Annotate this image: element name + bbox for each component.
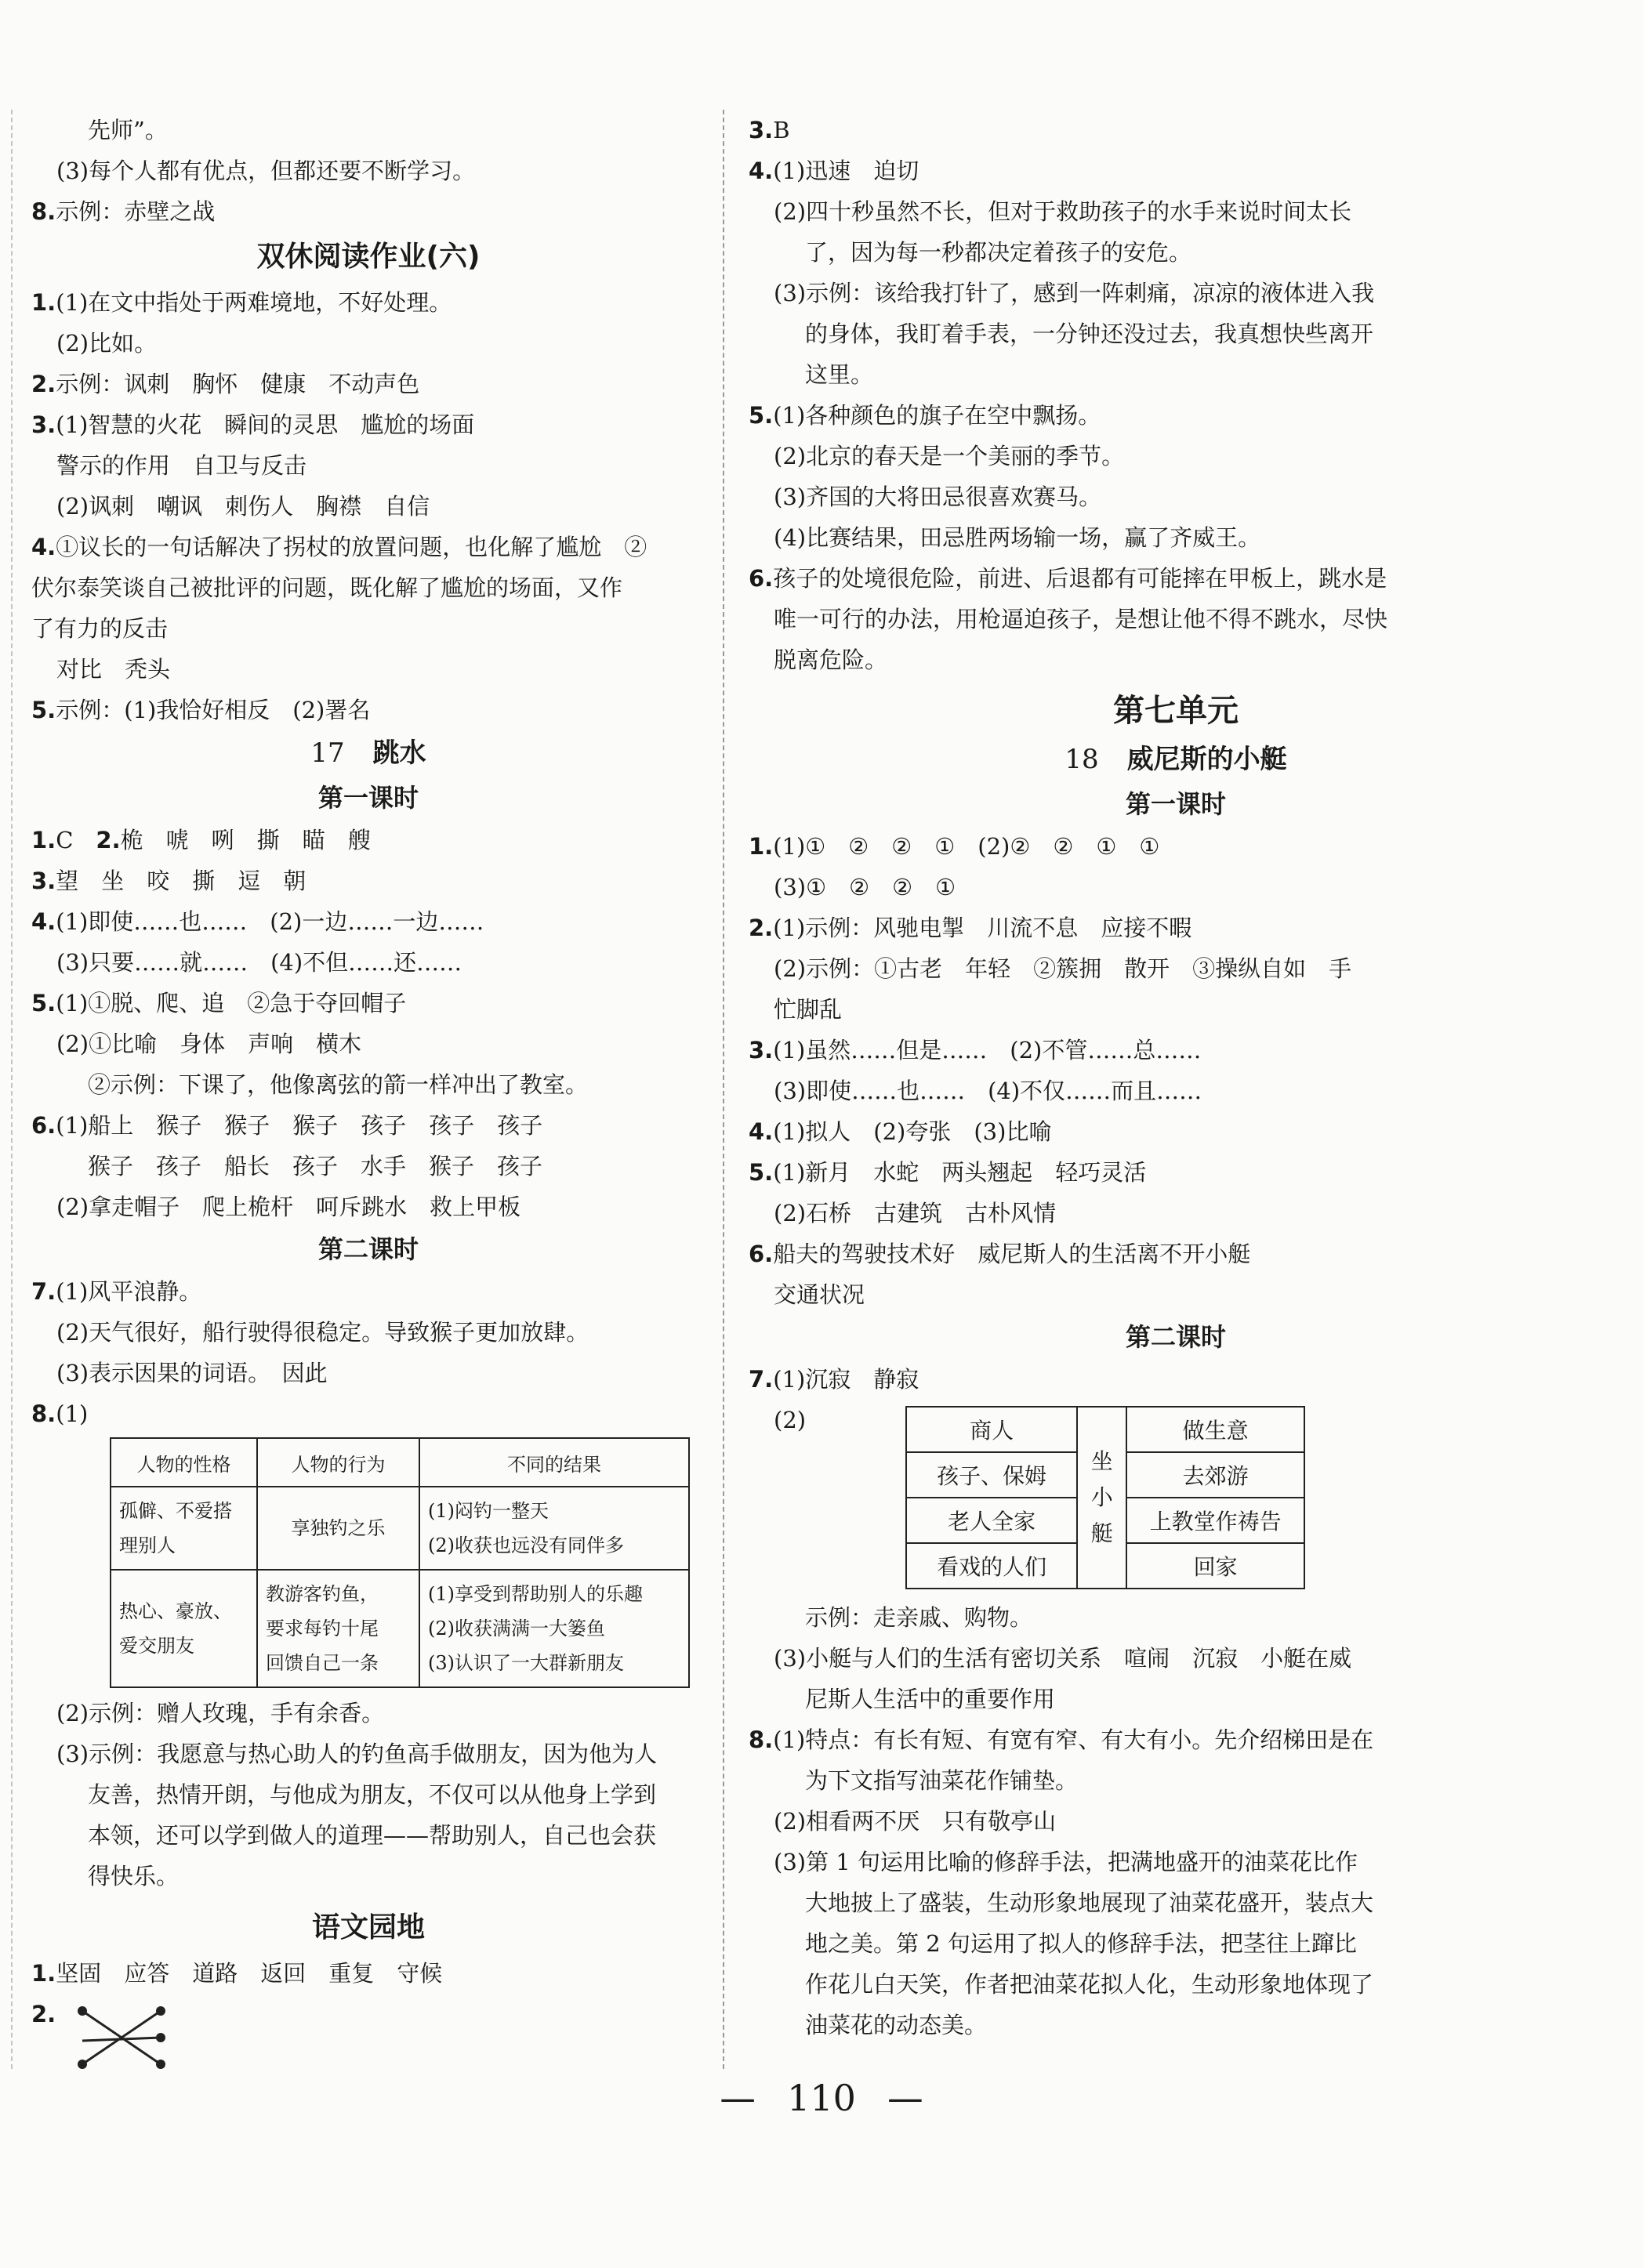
period-title: 第一课时 (1125, 789, 1226, 819)
text-line: (4)比赛结果，田忌胜两场输一场，赢了齐威王。 (774, 524, 1261, 551)
matching-exercise (31, 1994, 705, 2088)
item-number: 2. (31, 371, 56, 397)
item-number: 2. (31, 2001, 56, 2027)
left-column (31, 110, 705, 2088)
answer-5 (749, 1152, 1603, 1193)
answer-text: (1)风平浪静。 (56, 1278, 202, 1305)
text-line: 为下文指写油菜花作铺垫。 (805, 1767, 1079, 1794)
answer-text: 桅 唬 咧 撕 瞄 艘 (120, 827, 371, 853)
answer-text: (1)示例：风驰电掣 川流不息 应接不暇 (773, 915, 1192, 941)
text-line: 了有力的反击 (31, 615, 169, 642)
answer-6 (31, 1105, 705, 1146)
text-line: 作花儿白天笑，作者把油菜花拟人化，生动形象地体现了 (805, 1971, 1374, 1998)
item-number: 7. (31, 1278, 56, 1305)
page-number (0, 2077, 1643, 2119)
margin-guide (11, 110, 13, 2069)
cell-line: 爱交朋友 (119, 1635, 194, 1657)
answer-text: B (773, 117, 790, 143)
cell-line: 孤僻、不爱搭 (119, 1500, 232, 1522)
answer-text: 望 坐 咬 撕 逗 朝 (56, 868, 306, 894)
cell-line: (2)收获满满一大篓鱼 (428, 1618, 605, 1639)
text-line: (2)示例：①古老 年轻 ②簇拥 散开 ③操纵自如 手 (774, 955, 1352, 982)
cell-line: 要求每钓十尾 (266, 1618, 379, 1639)
item-number: 6. (31, 1112, 56, 1139)
answer-4 (31, 527, 705, 567)
cell-line: (1)闷钓一整天 (428, 1500, 549, 1522)
answer-3 (31, 404, 705, 445)
right-column (749, 110, 1603, 2045)
table-cell (257, 1570, 419, 1687)
item-number: 5. (31, 990, 56, 1016)
match-line (82, 2038, 161, 2041)
matching-lines-figure (67, 2002, 176, 2080)
cell-line: 理别人 (119, 1534, 176, 1556)
table-cell: 回家 (1126, 1543, 1304, 1589)
answer-text: (1) (56, 1400, 89, 1427)
answer-text: 坚固 应答 道路 返回 重复 守候 (56, 1960, 443, 1987)
table-cell (257, 1487, 419, 1570)
text-line: 脱离危险。 (774, 647, 888, 673)
period-title: 第一课时 (317, 783, 419, 813)
page-number-value: 110 (787, 2077, 856, 2119)
answer-text: (1)① ② ② ① (2)② ② ① ① (773, 833, 1160, 860)
answer-8 (31, 1393, 705, 1434)
table-cell (419, 1487, 689, 1570)
item-number: 1. (31, 1960, 56, 1987)
answer-text: (1)在文中指处于两难境地，不好处理。 (56, 289, 452, 316)
cell-line: 热心、豪放、 (119, 1600, 232, 1622)
item-number: 5. (749, 402, 774, 429)
answer-text: (1)①脱、爬、追 ②急于夺回帽子 (56, 990, 407, 1016)
table-cell: 上教堂作祷告 (1126, 1498, 1304, 1543)
answer-4 (749, 150, 1603, 191)
table-cell: 老人全家 (906, 1498, 1077, 1543)
item-number: 6. (749, 1241, 774, 1267)
text-line: 伏尔泰笑谈自己被批评的问题，既化解了尴尬的场面，又作 (31, 574, 623, 601)
answer-text: (1)即使……也…… (2)一边……一边…… (56, 908, 484, 935)
item-number: 8. (31, 1400, 56, 1427)
character-table (110, 1437, 690, 1688)
answer-3 (749, 110, 1603, 150)
text-line: (2)北京的春天是一个美丽的季节。 (774, 443, 1125, 469)
answer-1 (749, 826, 1603, 867)
unit-title: 第七单元 (1113, 693, 1239, 729)
text-line: 本领，还可以学到做人的道理——帮助别人，自己也会获 (88, 1822, 657, 1849)
text-line: (3)示例：我愿意与热心助人的钓鱼高手做朋友，因为他为人 (56, 1741, 658, 1767)
answer-7 (31, 1271, 705, 1312)
section-title: 双休阅读作业(六) (256, 241, 481, 273)
match-dot (156, 2033, 165, 2042)
answer-text: (1)特点：有长有短、有宽有窄、有大有小。先介绍梯田是在 (773, 1726, 1374, 1753)
cell-line: 回馈自己一条 (266, 1652, 379, 1674)
table-row (111, 1570, 689, 1687)
text-line: (2)讽刺 嘲讽 刺伤人 胸襟 自信 (56, 493, 430, 520)
item-number: 5. (31, 697, 56, 723)
answer-7 (749, 1359, 1603, 1400)
item-number: 2. (749, 915, 774, 941)
answer-text: C (56, 827, 96, 853)
text-line: 尼斯人生活中的重要作用 (805, 1686, 1056, 1712)
answer-text: (1)虽然……但是…… (2)不管……总…… (773, 1037, 1202, 1063)
cell-line: 教游客钓鱼， (266, 1583, 379, 1605)
text-line: (3)小艇与人们的生活有密切关系 喧闹 沉寂 小艇在威 (774, 1645, 1352, 1672)
text-line: 示例：走亲戚、购物。 (805, 1604, 1033, 1631)
item-number: 1. (31, 827, 56, 853)
text-line: ②示例：下课了，他像离弦的箭一样冲出了教室。 (88, 1071, 589, 1098)
table-cell (111, 1487, 257, 1570)
text-line: 大地披上了盛装，生动形象地展现了油菜花盛开，装点大 (805, 1889, 1374, 1916)
text-line: (2)比如。 (56, 330, 158, 357)
lesson-name: 跳水 (372, 737, 426, 769)
text-line: 猴子 孩子 船长 孩子 水手 猴子 孩子 (88, 1153, 543, 1179)
text-line: (3)即使……也…… (4)不仅……而且…… (774, 1078, 1202, 1104)
text-line: 了，因为每一秒都决定着孩子的安危。 (805, 239, 1192, 266)
match-dot (78, 2060, 87, 2069)
text-line: 唯一可行的办法，用枪逼迫孩子，是想让他不得不跳水，尽快 (774, 606, 1388, 632)
cell-line: 坐 (1090, 1448, 1113, 1474)
column-divider (723, 110, 724, 2069)
item-number: 7. (749, 1366, 774, 1393)
answer-1 (31, 1953, 705, 1994)
table-row (906, 1407, 1304, 1452)
text-line: 警示的作用 自卫与反击 (56, 452, 307, 479)
answer-1-2 (31, 820, 705, 860)
table-header: 人物的性格 (111, 1438, 257, 1487)
text-line: 油菜花的动态美。 (805, 2012, 988, 2038)
table-cell: 看戏的人们 (906, 1543, 1077, 1589)
table-cell: 商人 (906, 1407, 1077, 1452)
item-number: 4. (749, 158, 774, 184)
text-line: (2)拿走帽子 爬上桅杆 呵斥跳水 救上甲板 (56, 1194, 521, 1220)
text-line: 地之美。第 2 句运用了拟人的修辞手法，把茎往上蹿比 (805, 1930, 1357, 1957)
text-line: (2)四十秒虽然不长，但对于救助孩子的水手来说时间太长 (774, 198, 1352, 225)
table-header-row (111, 1438, 689, 1487)
table-cell: 去郊游 (1126, 1452, 1304, 1498)
section-title: 语文园地 (311, 1911, 425, 1944)
text-line: (3)齐国的大将田忌很喜欢赛马。 (774, 484, 1102, 510)
table-header: 不同的结果 (419, 1438, 689, 1487)
answer-text: ①议长的一句话解决了拐杖的放置问题，也化解了尴尬 ② (56, 534, 647, 560)
page-number-dash: — (887, 2077, 923, 2119)
text-line: 的身体，我盯着手表，一分钟还没过去，我真想快些离开 (805, 321, 1374, 347)
text-line: (2)天气很好，船行驶得很稳定。导致猴子更加放肆。 (56, 1319, 589, 1346)
item-number: 8. (749, 1726, 774, 1753)
item-number: 1. (749, 833, 774, 860)
lesson-name: 威尼斯的小艇 (1126, 744, 1287, 775)
answer-1 (31, 282, 705, 323)
match-dot (156, 2060, 165, 2069)
answer-3 (31, 860, 705, 901)
answer-3 (749, 1030, 1603, 1071)
item-number: 4. (31, 534, 56, 560)
answer-5 (749, 395, 1603, 436)
answer-text: 示例：讽刺 胸怀 健康 不动声色 (56, 371, 420, 397)
text-line: 对比 秃头 (56, 656, 171, 683)
item-number: 4. (749, 1118, 774, 1145)
item-number: 3. (31, 868, 56, 894)
lesson-title (749, 737, 1603, 782)
answer-text: (1)新月 水蛇 两头翘起 轻巧灵活 (773, 1159, 1147, 1186)
table-cell (419, 1570, 689, 1687)
text-line: (3)表示因果的词语。 因此 (56, 1360, 328, 1386)
answer-8 (749, 1719, 1603, 1760)
answer-text: (1)迅速 迫切 (773, 158, 919, 184)
text-line: (2)相看两不厌 只有敬亭山 (774, 1808, 1057, 1835)
item-number: 5. (749, 1159, 774, 1186)
text-line: (3)只要……就…… (4)不但……还…… (56, 949, 462, 976)
table-row (111, 1487, 689, 1570)
table-merged-cell (1077, 1407, 1126, 1589)
answer-text: (1)智慧的火花 瞬间的灵思 尴尬的场面 (56, 411, 475, 438)
item-number: 3. (749, 117, 774, 143)
text-line: 交通状况 (774, 1281, 865, 1308)
answer-text: 示例：赤壁之战 (56, 198, 216, 225)
answer-text: (1)船上 猴子 猴子 猴子 孩子 孩子 孩子 (56, 1112, 543, 1139)
text-line: 忙脚乱 (774, 996, 843, 1023)
cell-line: 艇 (1090, 1520, 1113, 1546)
lesson-title (31, 730, 705, 776)
item-number: 1. (31, 289, 56, 316)
table-cell: 孩子、保姆 (906, 1452, 1077, 1498)
boat-usage-table (905, 1406, 1305, 1589)
item-number: 2. (96, 827, 121, 853)
item-number: 6. (749, 565, 774, 592)
cell-line: 享独钓之乐 (291, 1517, 386, 1539)
text-line: 这里。 (805, 361, 874, 388)
text-line: (3)第 1 句运用比喻的修辞手法，把满地盛开的油菜花比作 (774, 1849, 1358, 1875)
answer-8 (31, 191, 705, 232)
text-line: (2)①比喻 身体 声响 横木 (56, 1031, 362, 1057)
text-line: 先师”。 (88, 117, 168, 143)
answer-5 (31, 983, 705, 1023)
item-number: 3. (749, 1037, 774, 1063)
text-line: (2) (774, 1407, 807, 1433)
cell-line: (1)享受到帮助别人的乐趣 (428, 1583, 643, 1605)
answer-6 (749, 1234, 1603, 1274)
text-line: (3)示例：该给我打针了，感到一阵刺痛，凉凉的液体进入我 (774, 280, 1375, 306)
text-line: 友善，热情开朗，与他成为朋友，不仅可以从他身上学到 (88, 1781, 657, 1808)
period-title: 第二课时 (1125, 1322, 1226, 1352)
answer-text: (1)拟人 (2)夸张 (3)比喻 (773, 1118, 1052, 1145)
text-line: 得快乐。 (88, 1863, 180, 1889)
cell-line: 小 (1090, 1484, 1113, 1510)
item-number: 4. (31, 908, 56, 935)
text-line: (3)每个人都有优点，但都还要不断学习。 (56, 158, 476, 184)
answer-text: 示例：(1)我恰好相反 (2)署名 (56, 697, 371, 723)
answer-text: (1)沉寂 静寂 (773, 1366, 919, 1393)
table-header: 人物的行为 (257, 1438, 419, 1487)
cell-line: (3)认识了一大群新朋友 (428, 1652, 624, 1674)
lesson-number: 18 (1065, 744, 1099, 775)
item-number: 3. (31, 411, 56, 438)
answer-text: 船夫的驾驶技术好 威尼斯人的生活离不开小艇 (773, 1241, 1251, 1267)
table-cell (111, 1570, 257, 1687)
text-line: (2)石桥 古建筑 古朴风情 (774, 1200, 1057, 1226)
answer-6 (749, 558, 1603, 599)
answer-text: 孩子的处境很危险，前进、后退都有可能摔在甲板上，跳水是 (773, 565, 1387, 592)
text-line: (3)① ② ② ① (774, 874, 956, 900)
answer-5 (31, 690, 705, 730)
match-dot (78, 2006, 87, 2016)
answer-4 (31, 901, 705, 942)
period-title: 第二课时 (317, 1234, 419, 1264)
answer-text: (1)各种颜色的旗子在空中飘扬。 (773, 402, 1101, 429)
cell-line: (2)收获也远没有同伴多 (428, 1534, 624, 1556)
answer-4 (749, 1111, 1603, 1152)
table-cell: 做生意 (1126, 1407, 1304, 1452)
item-number: 8. (31, 198, 56, 225)
match-dot (156, 2006, 165, 2016)
lesson-number: 17 (310, 737, 345, 769)
answer-2 (31, 364, 705, 404)
answer-2 (749, 908, 1603, 948)
text-line: (2)示例：赠人玫瑰，手有余香。 (56, 1700, 385, 1726)
page-number-dash: — (720, 2077, 756, 2119)
